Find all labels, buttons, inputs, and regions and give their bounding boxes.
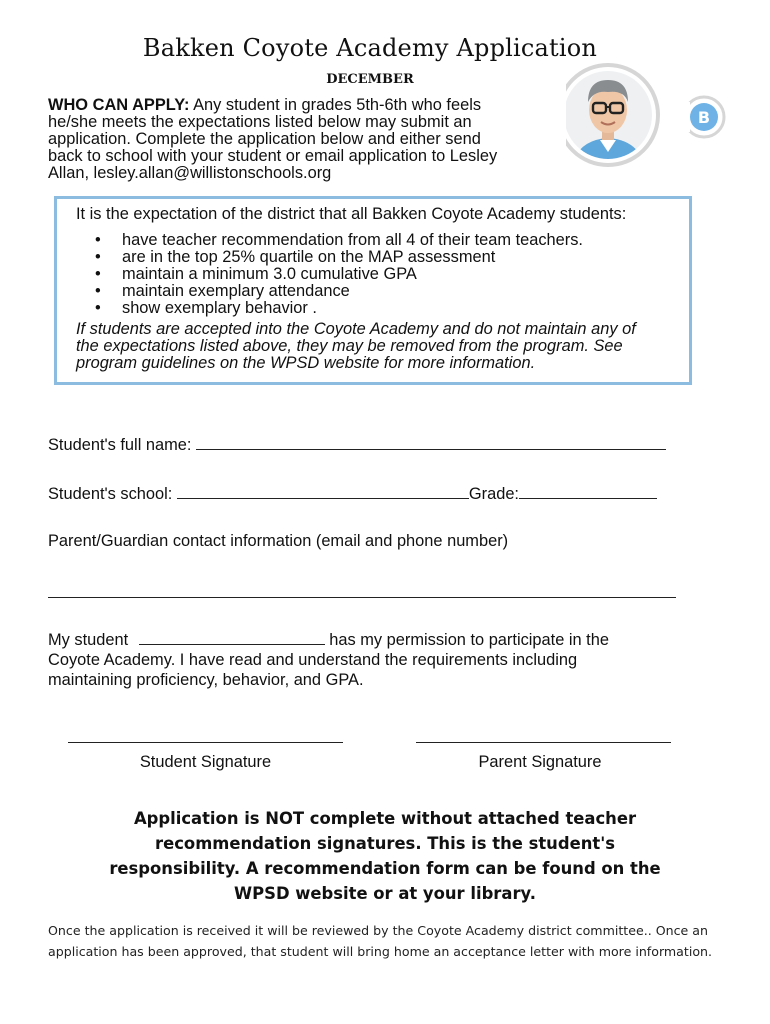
permission-line: maintaining proficiency, behavior, and GPA.: [48, 671, 364, 689]
grade-label: Grade:: [468, 485, 519, 503]
permission-line: Coyote Academy. I have read and understand the requirements including: [48, 651, 578, 669]
parent-signature-label: Parent Signature: [478, 753, 602, 771]
completion-notice: [100, 806, 670, 906]
note-line: the expectations listed above, they may be removed from the program. See: [76, 337, 623, 355]
contact-label: Parent/Guardian contact information (email and phone number): [48, 532, 509, 550]
full-name-field[interactable]: [196, 435, 666, 450]
month-label: DECEMBER: [326, 72, 414, 87]
who-can-apply-section: [48, 97, 536, 182]
requirement-item: • are in the top 25% quartile on the MAP assessment: [76, 249, 583, 266]
requirement-item: • show exemplary behavior .: [76, 300, 583, 317]
requirements-list: [76, 232, 583, 317]
notice-line: Application is NOT complete without attached teacher: [133, 809, 637, 828]
student-signature-label: Student Signature: [139, 753, 272, 771]
full-name-row: [48, 435, 666, 454]
permission-mid: has my permission to participate in the: [324, 631, 609, 649]
requirement-item: • maintain a minimum 3.0 cumulative GPA: [76, 266, 583, 283]
intro-line: he/she meets the expectations listed below may submit an: [48, 113, 472, 131]
intro-line: application. Complete the application below and either send: [48, 130, 481, 148]
permission-statement: [48, 630, 668, 690]
requirements-box: [54, 196, 692, 385]
teacher-avatar-icon: [566, 60, 736, 185]
notice-line: recommendation signatures. This is the student's: [155, 834, 615, 853]
note-line: program guidelines on the WPSD website for more information.: [76, 354, 536, 372]
school-field[interactable]: [177, 484, 469, 499]
grade-field[interactable]: [519, 484, 657, 499]
who-can-apply-label: WHO CAN APPLY:: [48, 96, 190, 114]
contact-field[interactable]: [48, 597, 676, 598]
permission-start: My student: [48, 631, 133, 649]
notice-line: WPSD website or at your library.: [234, 884, 536, 903]
notice-line: responsibility. A recommendation form can be found on the: [109, 859, 661, 878]
footer-note: [48, 920, 738, 962]
note-line: If students are accepted into the Coyote Academy and do not maintain any of: [76, 320, 636, 338]
logo-letter: B: [697, 108, 711, 127]
footer-line: application has been approved, that student will bring home an acceptance letter with more information.: [48, 944, 713, 959]
intro-line: Allan, lesley.allan@willistonschools.org: [48, 164, 332, 182]
requirements-note: [76, 321, 691, 372]
school-row: [48, 484, 657, 503]
full-name-label: Student's full name:: [48, 436, 196, 454]
footer-line: Once the application is received it will be reviewed by the Coyote Academy district committee.. Once an: [48, 923, 708, 938]
school-label: Student's school:: [48, 485, 177, 503]
page-title: Bakken Coyote Academy Application: [142, 34, 598, 62]
intro-line: Any student in grades 5th-6th who feels: [189, 96, 482, 114]
student-name-field[interactable]: [139, 630, 325, 645]
student-signature-field[interactable]: [68, 742, 343, 743]
requirement-item: • maintain exemplary attendance: [76, 283, 583, 300]
requirement-item: • have teacher recommendation from all 4 of their team teachers.: [76, 232, 583, 249]
intro-line: back to school with your student or email application to Lesley: [48, 147, 498, 165]
requirements-intro: It is the expectation of the district that all Bakken Coyote Academy students:: [76, 205, 627, 223]
parent-signature-field[interactable]: [416, 742, 671, 743]
